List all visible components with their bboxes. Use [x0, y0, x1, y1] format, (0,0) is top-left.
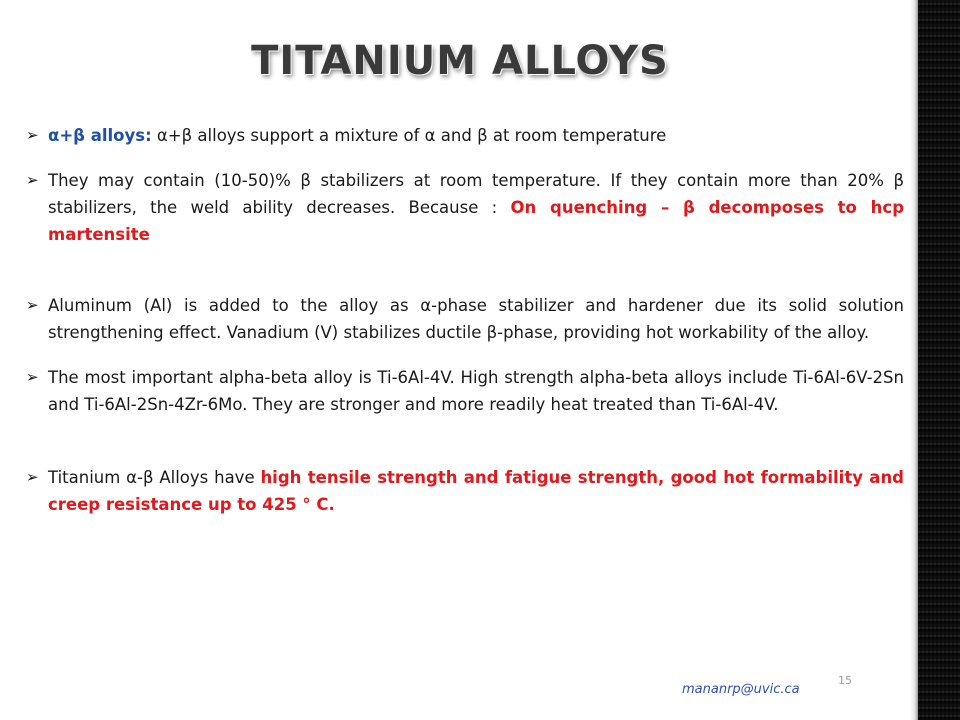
page-number: 15	[838, 674, 852, 687]
bullet-ti-6al-4v	[26, 364, 904, 418]
arrow-bullet-icon: ➢	[26, 468, 39, 486]
arrow-bullet-icon: ➢	[26, 171, 39, 189]
bullet-alpha-beta-properties	[26, 464, 904, 518]
footer-email-link[interactable]: mananrp@uvic.ca	[682, 682, 800, 697]
bullet-text: They may contain (10-50)% β stabilizers at room temperature. If they contain more than 20% β stabilizers, the weld ability decreases. Because :	[48, 171, 904, 217]
bullet-text: Aluminum (Al) is added to the alloy as α-phase stabilizer and hardener due its solid solution strengthening effect. Vanadium (V) stabilizes ductile β-phase, providing hot workability of the alloy.	[48, 296, 904, 342]
slide-decorative-band	[918, 0, 960, 720]
arrow-bullet-icon: ➢	[26, 126, 39, 144]
bullet-highlight: On quenching – β decomposes to hcp martensite	[48, 198, 905, 244]
bullet-highlight: high tensile strength and fatigue strength, good hot formability and creep resistance up to 425 ° C.	[48, 468, 904, 514]
arrow-bullet-icon: ➢	[26, 296, 39, 314]
bullet-beta-stabilizers	[26, 167, 904, 248]
bullet-text: The most important alpha-beta alloy is Ti-6Al-4V. High strength alpha-beta alloys include Ti-6Al-6V-2Sn and Ti-6Al-2Sn-4Zr-6Mo. They are stronger and more readily heat treated than Ti-6Al-4V.	[48, 368, 904, 414]
slide-content	[26, 122, 904, 518]
arrow-bullet-icon: ➢	[26, 368, 39, 386]
slide-title: TITANIUM ALLOYS	[251, 38, 669, 84]
bullet-aluminum-vanadium	[26, 292, 904, 346]
bullet-text: Titanium α-β Alloys have	[48, 468, 261, 487]
slide-right-edge-shadow	[910, 0, 918, 720]
bullet-alpha-beta-definition	[26, 122, 904, 149]
bullet-lead-label: α+β alloys:	[48, 126, 152, 145]
bullet-text: α+β alloys support a mixture of α and β at room temperature	[151, 126, 667, 145]
